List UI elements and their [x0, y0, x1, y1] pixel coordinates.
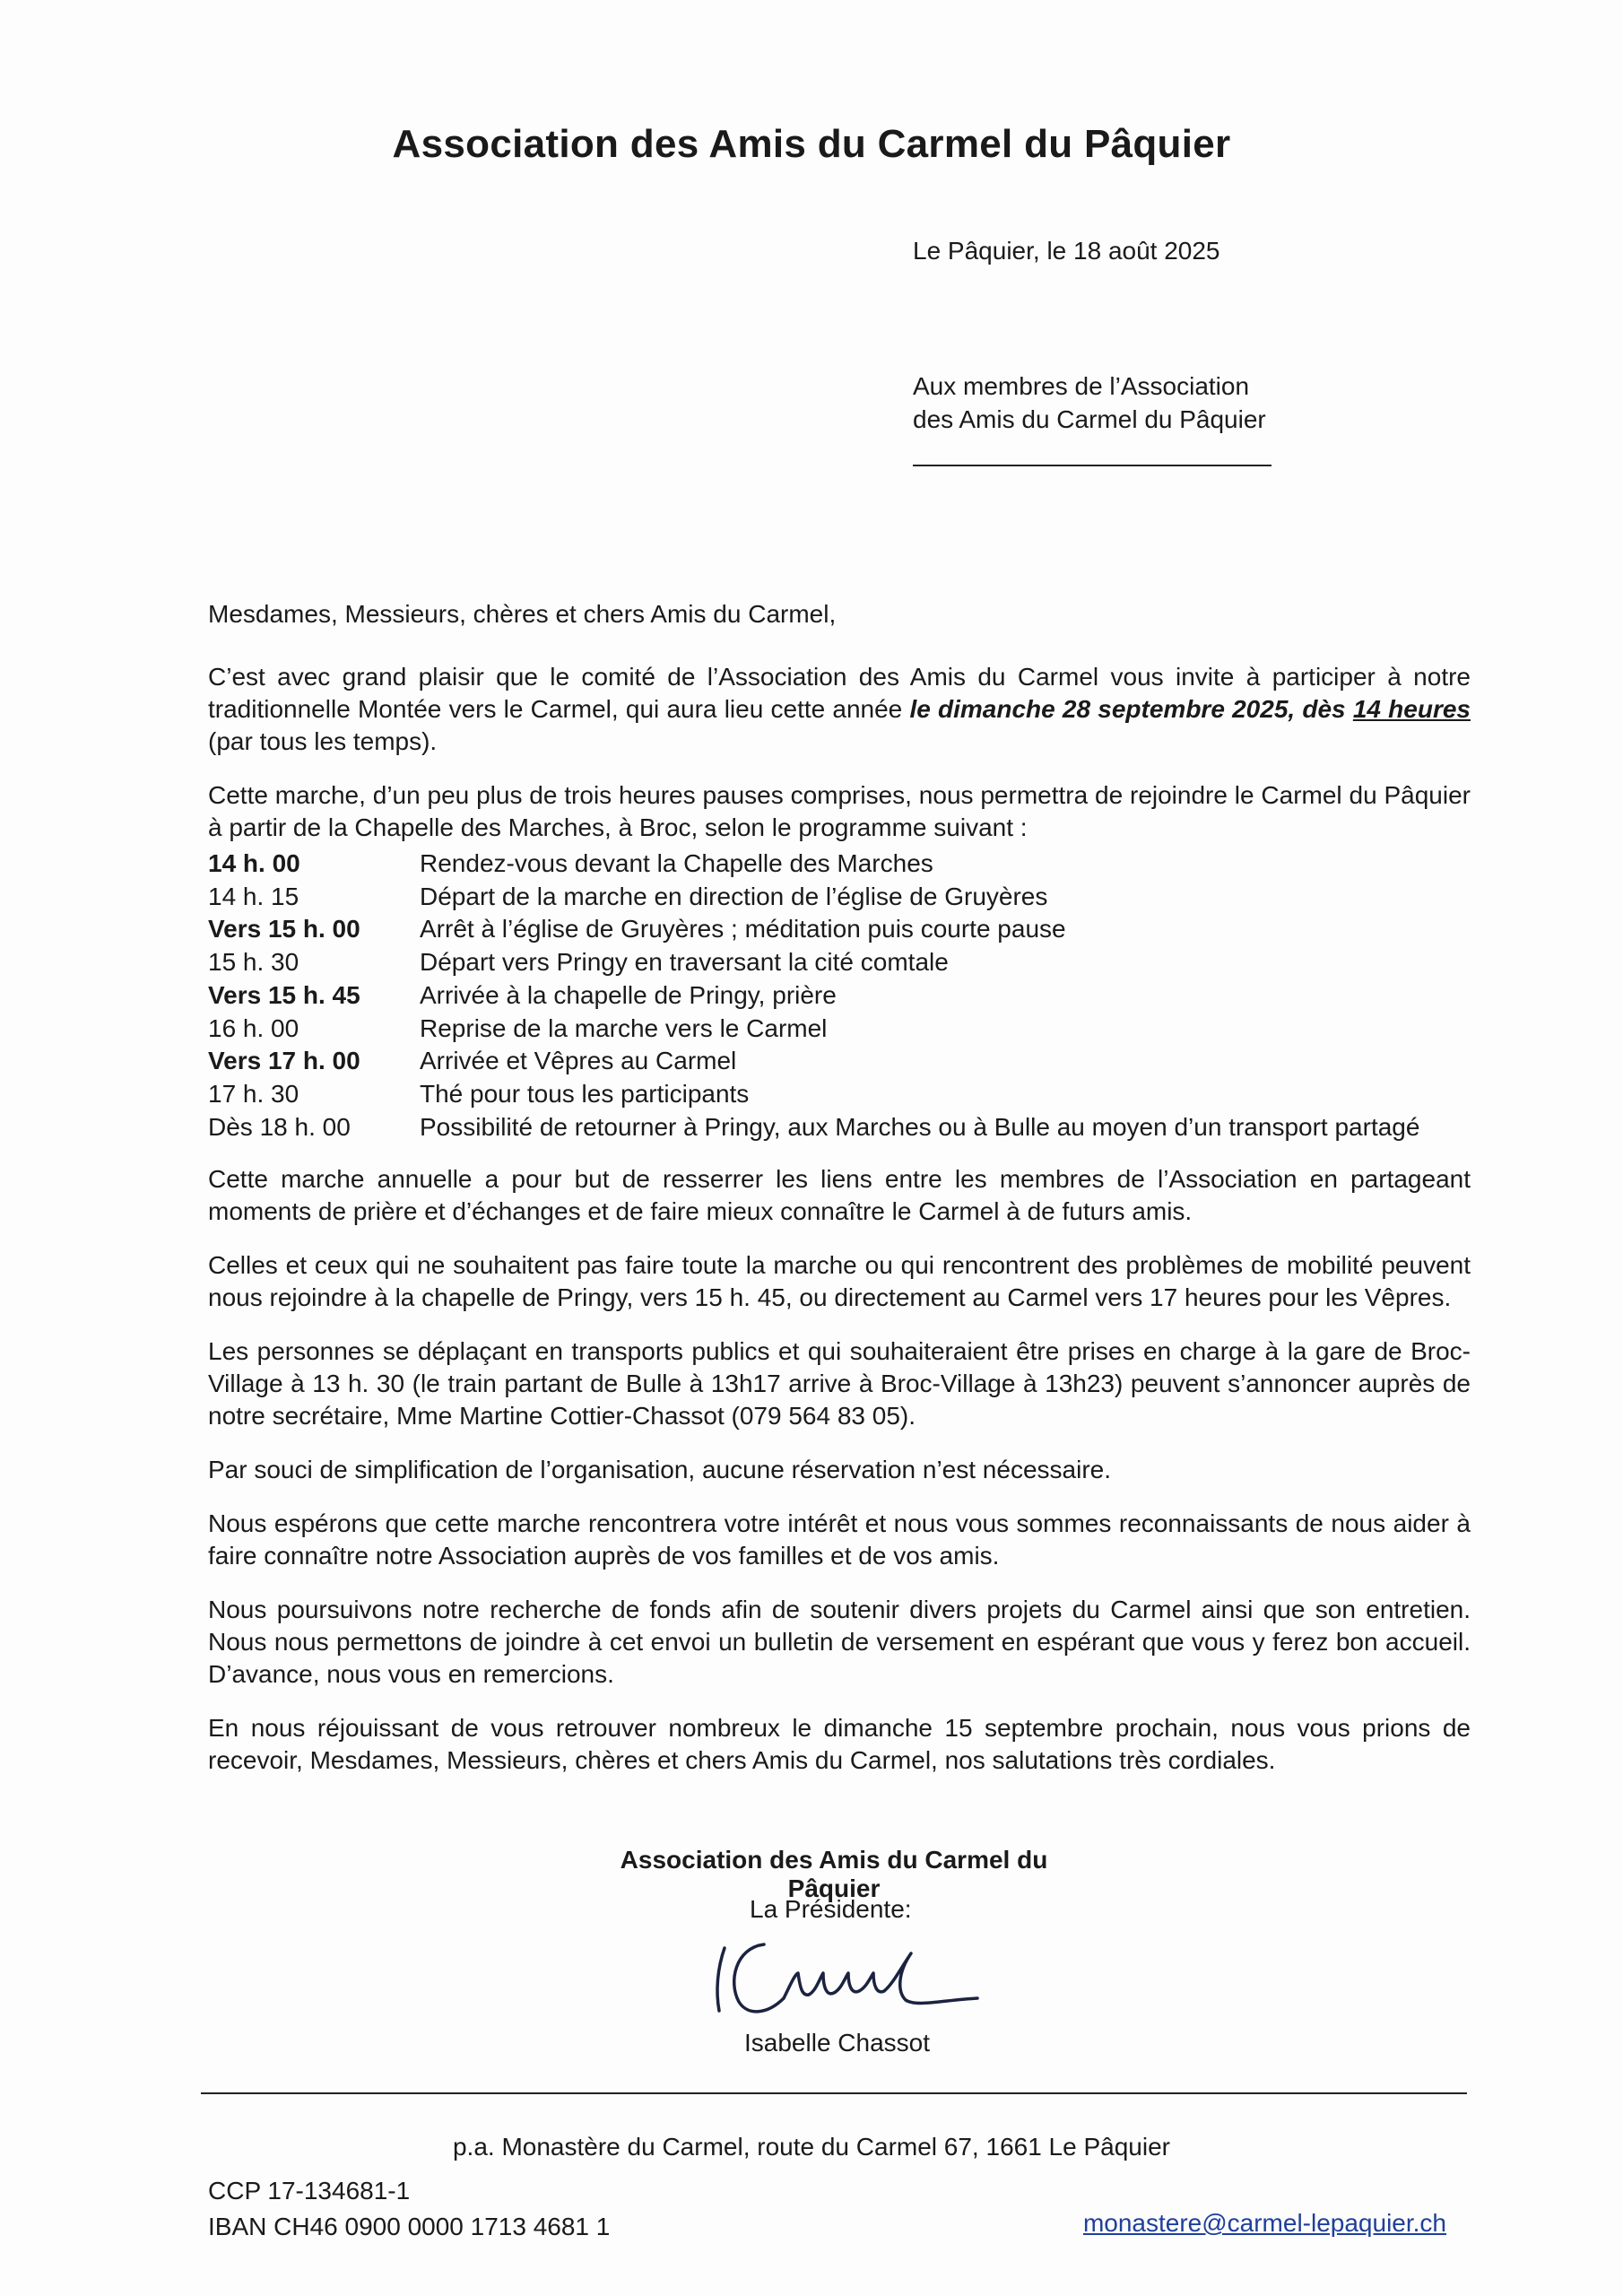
schedule-row	[208, 1045, 1471, 1078]
event-time: 14 heures	[1352, 695, 1471, 723]
paragraph-closing: En nous réjouissant de vous retrouver nombreux le dimanche 15 septembre prochain, nous vous prions de recevoir, Mesdames, Messieurs, chères et chers Amis du Carmel, nos salutations très cordiales.	[208, 1714, 1471, 1775]
program-intro: Cette marche, d’un peu plus de trois heures pauses comprises, nous permettra de rejoindre le Carmel du Pâquier à partir de la Chapelle des Marches, à Broc, selon le programme suivant :	[208, 781, 1471, 841]
footer-ccp: CCP 17-134681-1	[208, 2177, 411, 2205]
schedule-row	[208, 979, 1471, 1013]
event-date: le dimanche 28 septembre 2025, dès	[909, 695, 1353, 723]
paragraph-purpose: Cette marche annuelle a pour but de resserrer les liens entre les membres de l’Association en partageant moments de prière et d’échanges et de faire mieux connaître le Carmel à de futurs amis.	[208, 1165, 1471, 1226]
schedule-row	[208, 1078, 1471, 1111]
schedule-description: Arrivée et Vêpres au Carmel	[420, 1047, 737, 1075]
signature-organization: Association des Amis du Carmel du Pâquier	[620, 1846, 1048, 1902]
schedule-row	[208, 881, 1471, 914]
signatory-name: Isabelle Chassot	[744, 2029, 931, 2057]
intro-text: C’est avec grand plaisir que le comité de l’Association des Amis du Carmel vous invite à participer à notre traditionnelle Montée vers le Carmel, qui aura lieu cette année	[208, 663, 1471, 723]
paragraph-interest: Nous espérons que cette marche rencontrera votre intérêt et nous vous sommes reconnaissants de nous aider à faire connaître notre Association auprès de vos familles et de vos amis.	[208, 1509, 1471, 1570]
footer-divider	[201, 2092, 1467, 2094]
schedule-table	[208, 848, 1471, 1144]
paragraph-funds: Nous poursuivons notre recherche de fonds afin de soutenir divers projets du Carmel ainsi que son entretien. Nous nous permettons de joindre à cet envoi un bulletin de versement en espérant que vous y ferez bon accueil. D’avance, nous vous en remercions.	[208, 1596, 1471, 1689]
schedule-description: Arrivée à la chapelle de Pringy, prière	[420, 980, 837, 1009]
schedule-description: Possibilité de retourner à Pringy, aux Marches ou à Bulle au moyen d’un transport partagé	[420, 1112, 1420, 1141]
schedule-time: 14 h. 00	[208, 849, 300, 877]
schedule-time: Dès 18 h. 00	[208, 1112, 351, 1141]
intro-text-end: (par tous les temps).	[208, 727, 438, 755]
paragraph-reservation: Par souci de simplification de l’organisation, aucune réservation n’est nécessaire.	[208, 1456, 1111, 1484]
schedule-time: Vers 15 h. 00	[208, 915, 360, 944]
schedule-row	[208, 1013, 1471, 1046]
intro-paragraph	[208, 661, 1471, 758]
schedule-row	[208, 1111, 1471, 1144]
footer-bank-details	[208, 2173, 610, 2245]
schedule-description: Rendez-vous devant la Chapelle des Marches	[420, 849, 933, 877]
recipient-block	[913, 370, 1266, 436]
schedule-description: Arrêt à l’église de Gruyères ; méditation puis courte pause	[420, 915, 1066, 944]
schedule-time: Vers 15 h. 45	[208, 980, 360, 1009]
signature-role: La Présidente:	[750, 1895, 912, 1923]
paragraph-transport: Les personnes se déplaçant en transports publics et qui souhaiteraient être prises en charge à la gare de Broc-Village à 13 h. 30 (le train partant de Bulle à 13h17 arrive à Broc-Village à 13h23) peuvent s’annoncer auprès de notre secrétaire, Mme Martine Cottier-Chassot (079 564 83 05).	[208, 1337, 1471, 1431]
schedule-row	[208, 913, 1471, 946]
email-link[interactable]: monastere@carmel-lepaquier.ch	[1082, 2209, 1446, 2237]
schedule-row	[208, 946, 1471, 979]
footer-address: p.a. Monastère du Carmel, route du Carmel 67, 1661 Le Pâquier	[452, 2133, 1170, 2161]
schedule-time: 15 h. 30	[208, 948, 299, 977]
schedule-description: Thé pour tous les participants	[420, 1079, 750, 1108]
schedule-time: Vers 17 h. 00	[208, 1047, 360, 1075]
schedule-time: 14 h. 15	[208, 882, 299, 910]
footer-iban: IBAN CH46 0900 0000 1713 4681 1	[208, 2213, 611, 2240]
dateline: Le Pâquier, le 18 août 2025	[913, 237, 1220, 265]
schedule-description: Départ vers Pringy en traversant la cité comtale	[420, 948, 949, 977]
letterhead-title: Association des Amis du Carmel du Pâquier	[392, 122, 1231, 166]
schedule-row	[208, 848, 1471, 881]
schedule-time: 16 h. 00	[208, 1013, 299, 1042]
recipient-underline	[913, 465, 1271, 466]
recipient-line-2: des Amis du Carmel du Pâquier	[913, 405, 1266, 433]
handwritten-signature	[708, 1928, 1067, 2027]
paragraph-mobility: Celles et ceux qui ne souhaitent pas faire toute la marche ou qui rencontrent des problèmes de mobilité peuvent nous rejoindre à la chapelle de Pringy, vers 15 h. 45, ou directement au Carmel vers 17 heures pour les Vêpres.	[208, 1251, 1471, 1312]
schedule-description: Départ de la marche en direction de l’église de Gruyères	[420, 882, 1048, 910]
letter-body	[208, 598, 1471, 1798]
schedule-time: 17 h. 30	[208, 1079, 299, 1108]
salutation: Mesdames, Messieurs, chères et chers Amis du Carmel,	[208, 600, 837, 628]
schedule-description: Reprise de la marche vers le Carmel	[420, 1013, 828, 1042]
recipient-line-1: Aux membres de l’Association	[913, 372, 1250, 400]
